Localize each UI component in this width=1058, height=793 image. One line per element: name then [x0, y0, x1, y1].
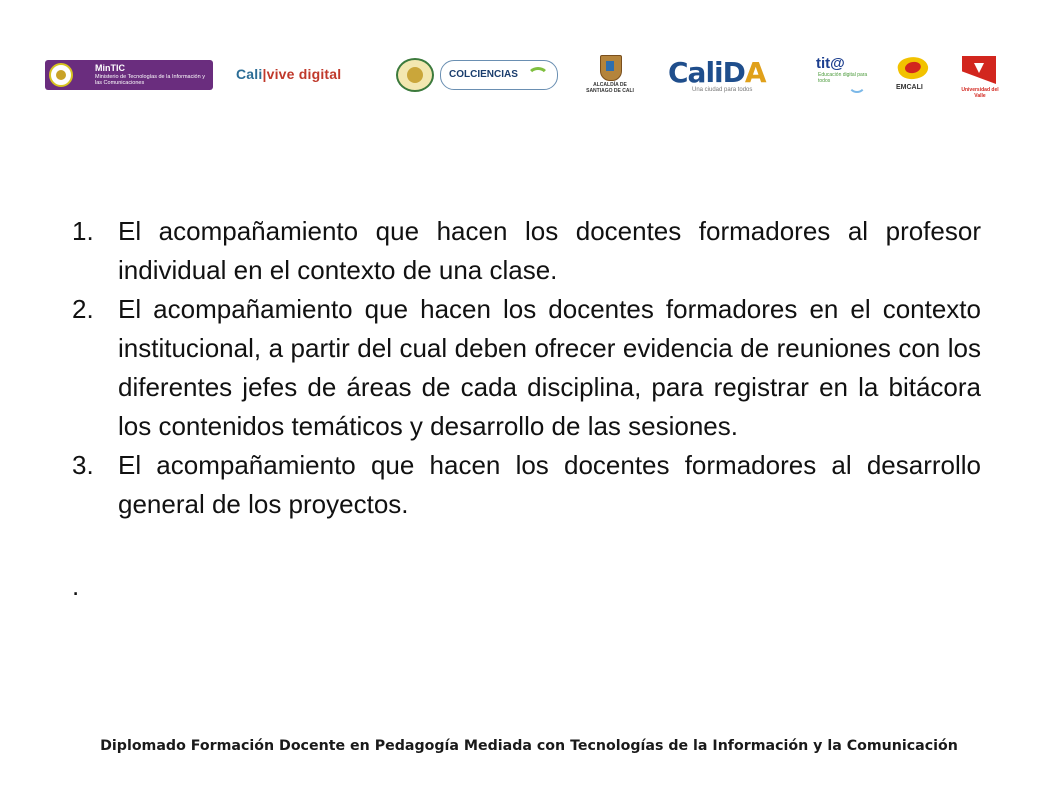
alcaldia-logo	[586, 55, 634, 97]
colombia-seal-icon	[49, 63, 73, 87]
alcaldia-text: ALCALDÍA DE SANTIAGO DE CALI	[586, 82, 634, 94]
list-item-text: El acompañamiento que hacen los docentes formadores al profesor individual en el contexto de una clase.	[118, 216, 981, 285]
calida-word-accent: A	[744, 56, 766, 89]
calida-wordmark	[668, 56, 766, 89]
mintic-logo-subtitle: Ministerio de Tecnologías de la Información y las Comunicaciones	[95, 74, 205, 86]
univalle-mark-icon	[962, 56, 996, 84]
list-item	[66, 290, 981, 446]
list-item-text: El acompañamiento que hacen los docentes formadores en el contexto institucional, a partir del cual deben ofrecer evidencia de reuniones con los diferentes jefes de áreas de cada disciplina, para registrar en la bitácora los contenidos temáticos y desarrollo de las sesiones.	[118, 294, 981, 441]
list-item	[66, 212, 981, 290]
footer-title: Diplomado Formación Docente en Pedagogía Mediada con Tecnologías de la Información y la Comunicación	[100, 738, 958, 754]
calida-word-main: CaliD	[668, 56, 745, 89]
numbered-list	[66, 212, 981, 524]
calida-tagline: Una ciudad para todos	[692, 87, 753, 93]
list-item-number: 1.	[72, 216, 94, 246]
crest-icon	[600, 55, 622, 81]
swoosh-icon	[527, 67, 549, 87]
cali-vive-digital-part-a: Cali	[236, 66, 263, 82]
tita-wordmark: tit@	[816, 55, 845, 72]
colciencias-text: COLCIENCIAS	[449, 69, 518, 80]
mintic-logo	[45, 60, 213, 90]
colombia-shield-icon	[396, 58, 434, 92]
colciencias-logo	[440, 60, 558, 90]
calida-logo	[668, 56, 788, 94]
univalle-logo	[960, 56, 1000, 98]
list-item-number: 3.	[72, 450, 94, 480]
mintic-logo-title: MinTIC	[95, 63, 125, 73]
tita-subtitle: Educación digital para todos	[818, 72, 868, 84]
emcali-logo	[892, 57, 938, 97]
trailing-dot: .	[72, 571, 80, 601]
list-item	[66, 446, 981, 524]
list-item-text: El acompañamiento que hacen los docentes formadores al desarrollo general de los proyectos.	[118, 450, 981, 519]
cali-vive-digital-part-b: |vive digital	[262, 66, 342, 82]
cali-vive-digital-logo	[236, 66, 341, 82]
logo-bar	[0, 50, 1058, 102]
univalle-text: Universidad del Valle	[961, 87, 999, 99]
list-item-number: 2.	[72, 294, 94, 324]
smile-icon	[848, 75, 866, 93]
emcali-text: EMCALI	[896, 84, 923, 91]
burst-icon	[896, 54, 930, 82]
tita-logo	[812, 55, 872, 97]
